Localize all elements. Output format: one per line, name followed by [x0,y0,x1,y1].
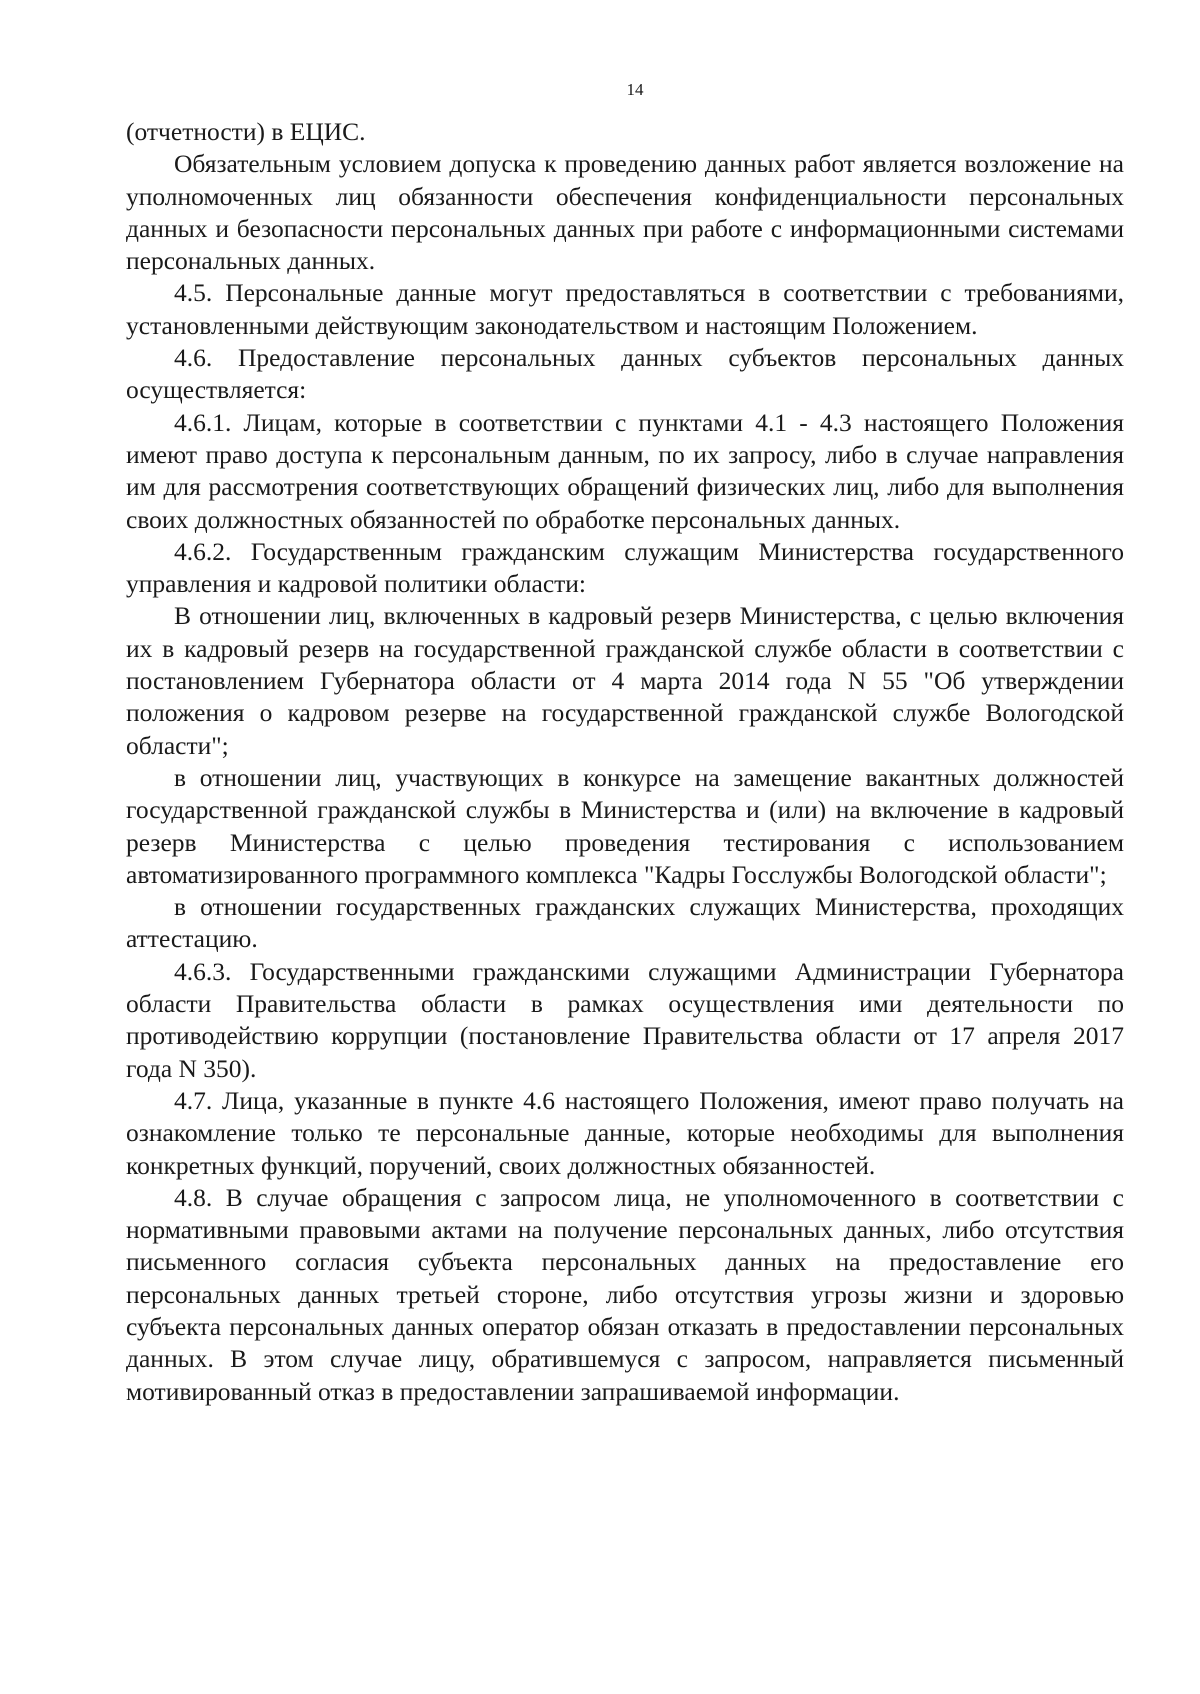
paragraph-4-6-1: 4.6.1. Лицам, которые в соответствии с пунктами 4.1 - 4.3 настоящего Положения имеют право доступа к персональным данным, по их запросу, либо в случае направления им для рассмотрения соответствующих обращений физических лиц, либо для выполнения своих должностных обязанностей по обработке персональных данных. [126,407,1124,534]
page-number: 14 [626,80,644,99]
document-body [126,116,1124,1408]
paragraph-access-condition: Обязательным условием допуска к проведению данных работ является возложение на уполномоченных лиц обязанности обеспечения конфиденциальности персональных данных и безопасности персональных данных при работе с информационными системами персональных данных. [126,149,1124,276]
paragraph-4-7: 4.7. Лица, указанные в пункте 4.6 настоящего Положения, имеют право получать на ознакомление только те персональные данные, которые необходимы для выполнения конкретных функций, поручений, своих должностных обязанностей. [126,1085,1124,1180]
paragraph-attestation: в отношении государственных гражданских служащих Министерства, проходящих аттестацию. [126,892,1124,954]
paragraph-reserve: В отношении лиц, включенных в кадровый резерв Министерства, с целью включения их в кадровый резерв на государственной гражданской службе области в соответствии с постановлением Губернатора области от 4 марта 2014 года N 55 "Об утверждении положения о кадровом резерве на государственной гражданской службе Вологодской области"; [126,601,1124,760]
paragraph-4-8: 4.8. В случае обращения с запросом лица, не уполномоченного в соответствии с нормативными правовыми актами на получение персональных данных, либо отсутствия письменного согласия субъекта персональных данных на предоставление его персональных данных третьей стороне, либо отсутствия угрозы жизни и здоровью субъекта персональных данных оператор обязан отказать в предоставлении персональных данных. В этом случае лицу, обратившемуся с запросом, направляется письменный мотивированный отказ в предоставлении запрашиваемой информации. [126,1182,1124,1406]
paragraph-4-6-2: 4.6.2. Государственным гражданским служащим Министерства государственного управления и кадровой политики области: [126,536,1124,599]
paragraph-competition: в отношении лиц, участвующих в конкурсе на замещение вакантных должностей государственной гражданской службы в Министерства и (или) на включение в кадровый резерв Министерства с целью проведения тестирования с использованием автоматизированного программного комплекса "Кадры Госслужбы Вологодской области"; [126,762,1124,889]
paragraph-continuation: (отчетности) в ЕЦИС. [126,117,366,146]
paragraph-4-6: 4.6. Предоставление персональных данных субъектов персональных данных осуществляется: [126,343,1124,405]
paragraph-4-5: 4.5. Персональные данные могут предоставляться в соответствии с требованиями, установленными действующим законодательством и настоящим Положением. [126,278,1124,340]
paragraph-4-6-3: 4.6.3. Государственными гражданскими служащими Администрации Губернатора области Правительства области в рамках осуществления ими деятельности по противодействию коррупции (постановление Правительства области от 17 апреля 2017 года N 350). [126,956,1124,1083]
